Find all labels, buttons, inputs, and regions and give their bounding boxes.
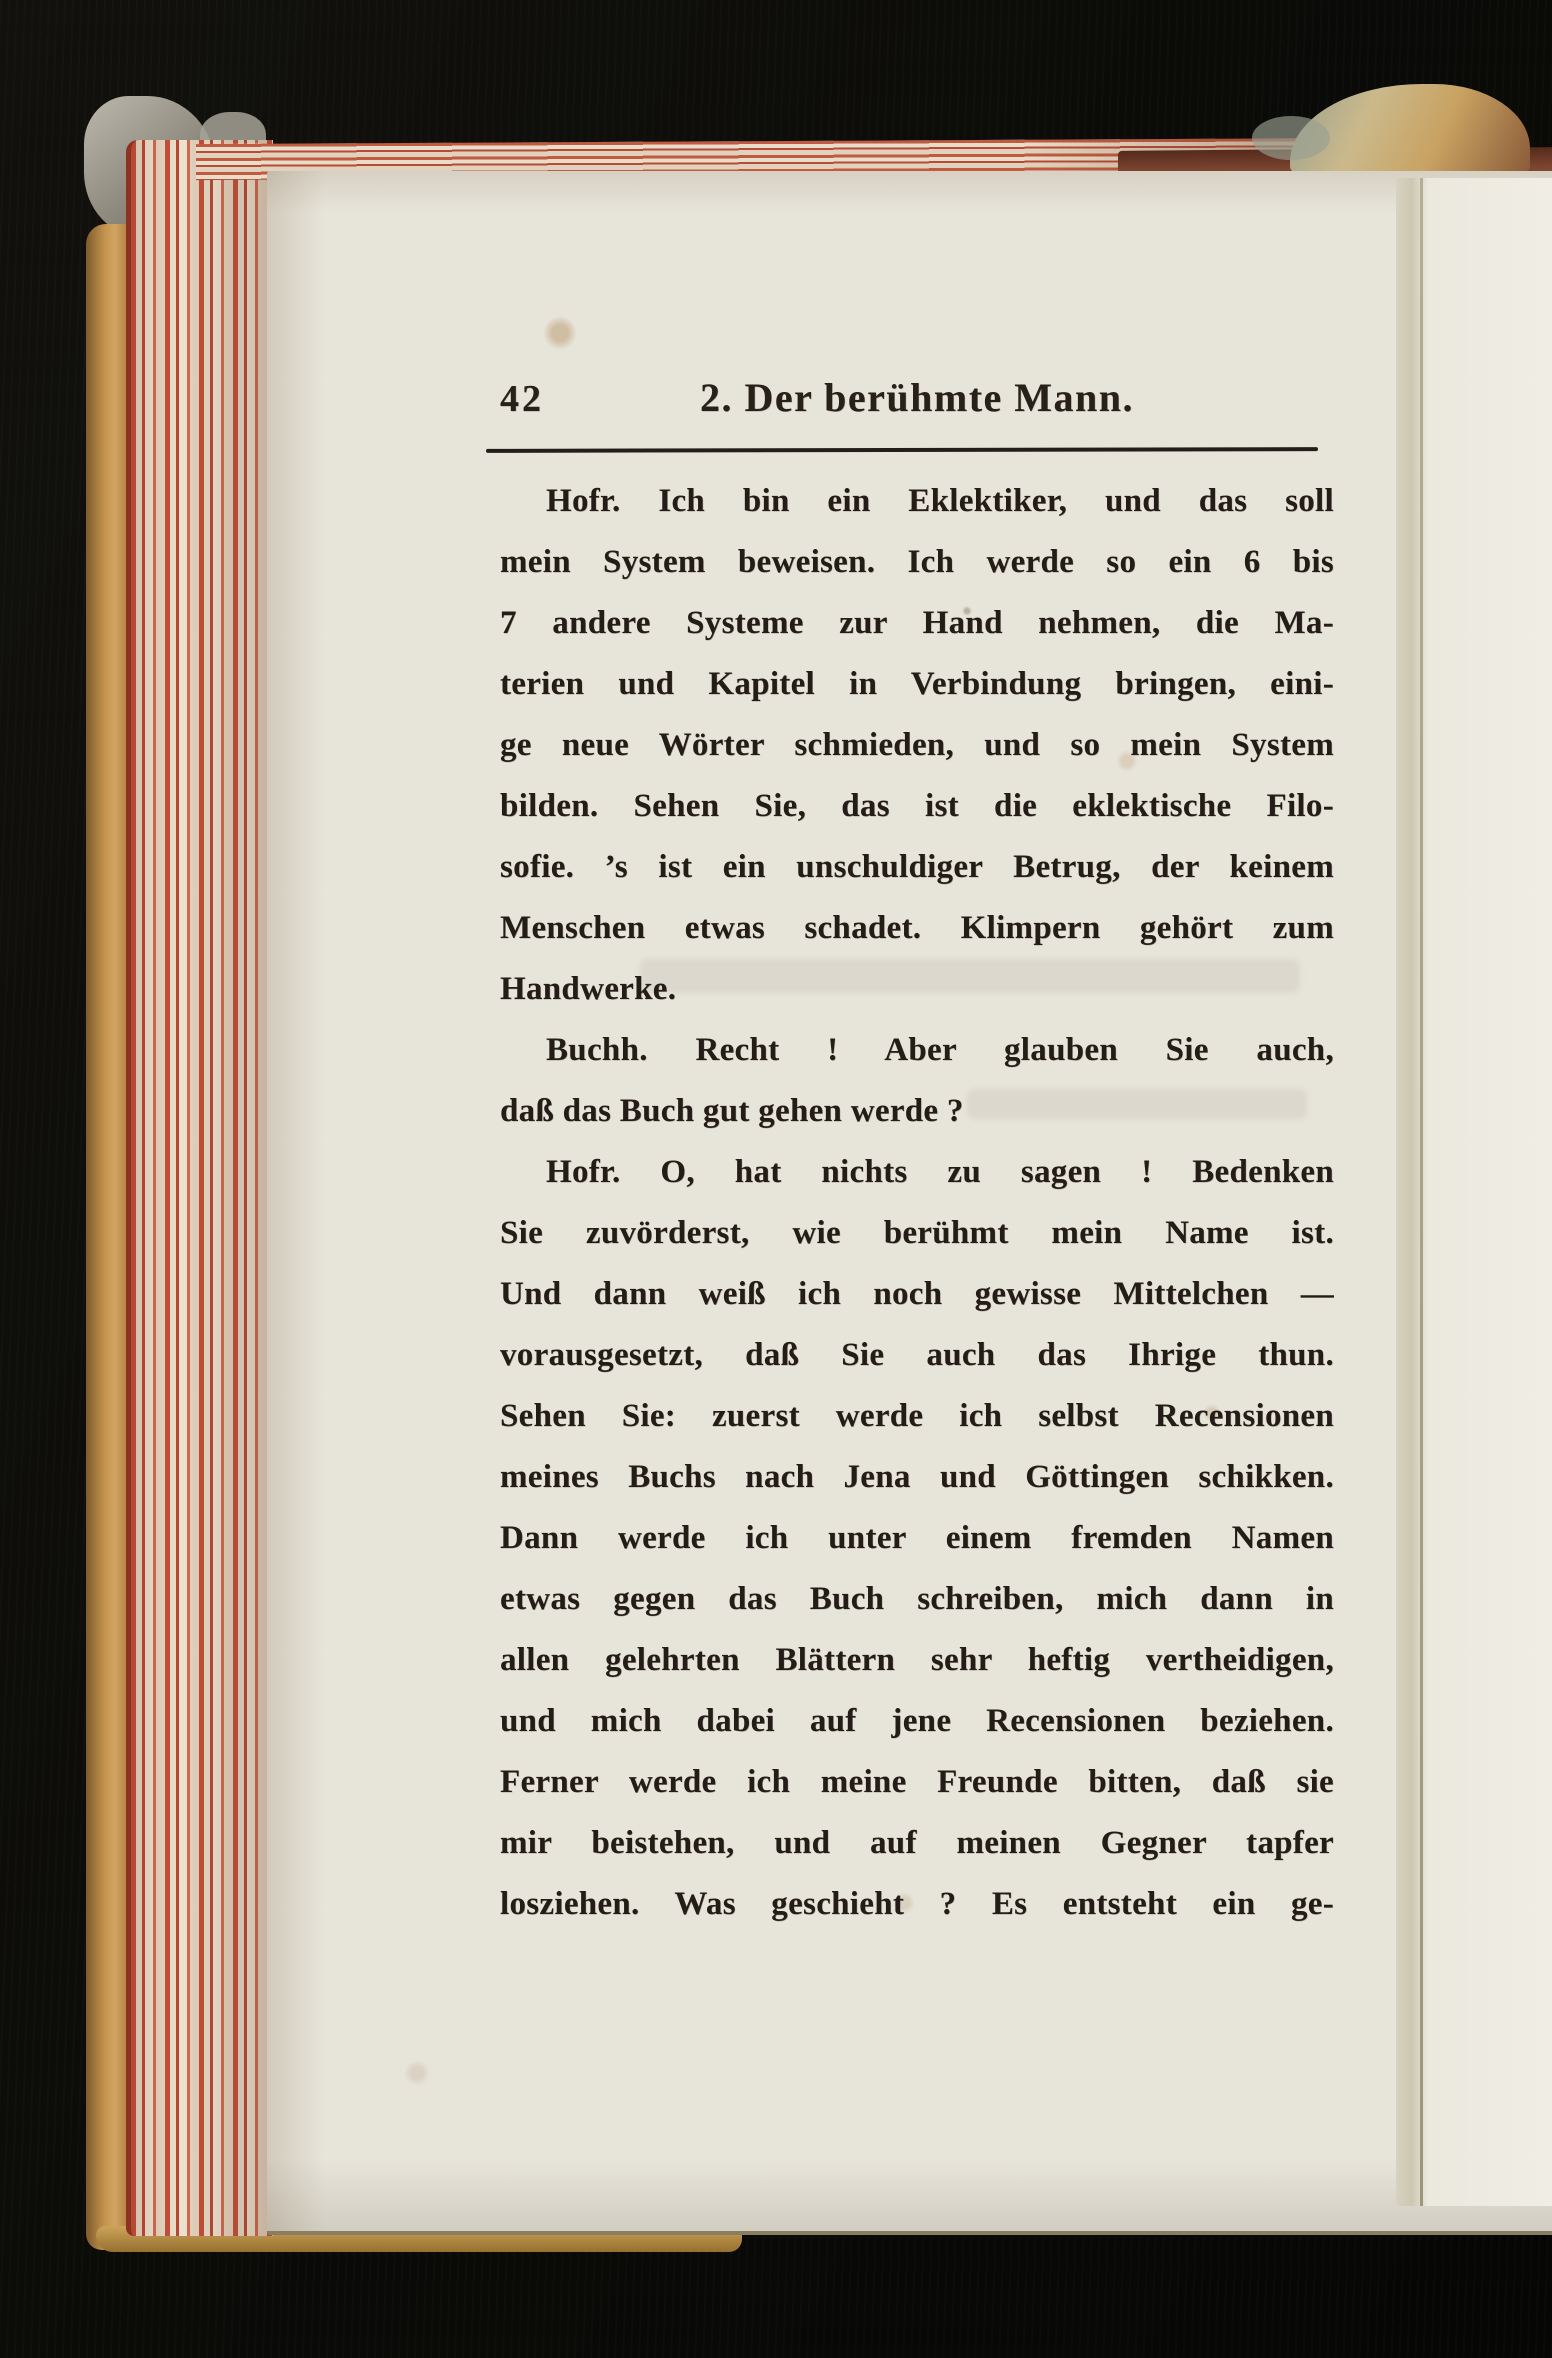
header-rule — [486, 447, 1318, 453]
text-line: etwas gegen das Buch schreiben, mich dann in — [500, 1581, 1334, 1617]
text-line: daß das Buch gut gehen werde ? — [500, 1093, 964, 1129]
page-number: 42 — [500, 378, 544, 420]
text-line: Menschen etwas schadet. Klimpern gehört zum — [500, 910, 1334, 946]
text-line: und mich dabei auf jene Recensionen beziehen. — [500, 1703, 1334, 1739]
text-line: ge neue Wörter schmieden, und so mein System — [500, 727, 1334, 763]
running-head — [500, 374, 1334, 421]
text-line: allen gelehrten Blättern sehr heftig vertheidigen, — [500, 1642, 1334, 1678]
gutter-crease — [1420, 178, 1423, 2206]
text-line: Dann werde ich unter einem fremden Namen — [500, 1520, 1334, 1556]
book-page — [267, 171, 1552, 2235]
text-line: Sie zuvörderst, wie berühmt mein Name ist. — [500, 1215, 1334, 1251]
text-line: Hofr. O, hat nichts zu sagen ! Bedenken — [546, 1154, 1334, 1190]
text-line: Buchh. Recht ! Aber glauben Sie auch, — [546, 1032, 1334, 1068]
text-line: bilden. Sehen Sie, das ist die eklektische Filo- — [500, 788, 1334, 824]
text-line: Und dann weiß ich noch gewisse Mittelchen — — [500, 1276, 1334, 1312]
text-line: vorausgesetzt, daß Sie auch das Ihrige thun. — [500, 1337, 1334, 1373]
text-line: 7 andere Systeme zur Hand nehmen, die Ma- — [500, 605, 1334, 641]
text-line: losziehen. Was geschieht ? Es entsteht ein ge- — [500, 1886, 1334, 1922]
facing-page-strip — [1396, 178, 1552, 2206]
text-line: terien und Kapitel in Verbindung bringen, eini- — [500, 666, 1334, 702]
text-line: Sehen Sie: zuerst werde ich selbst Recensionen — [500, 1398, 1334, 1434]
text-line: Hofr. Ich bin ein Eklektiker, und das soll — [546, 483, 1334, 519]
text-line: Handwerke. — [500, 971, 677, 1007]
text-line: sofie. ’s ist ein unschuldiger Betrug, der keinem — [500, 849, 1334, 885]
edge-fleck — [1252, 116, 1330, 160]
text-line: mir beistehen, und auf meinen Gegner tapfer — [500, 1825, 1334, 1861]
page-block-fore-edge-stripes — [126, 140, 273, 2236]
text-line: mein System beweisen. Ich werde so ein 6 bis — [500, 544, 1334, 580]
text-line: Ferner werde ich meine Freunde bitten, daß sie — [500, 1764, 1334, 1800]
running-title: 2. Der berühmte Mann. — [699, 375, 1135, 420]
text-block — [500, 471, 1334, 1935]
text-line: meines Buchs nach Jena und Göttingen schikken. — [500, 1459, 1334, 1495]
